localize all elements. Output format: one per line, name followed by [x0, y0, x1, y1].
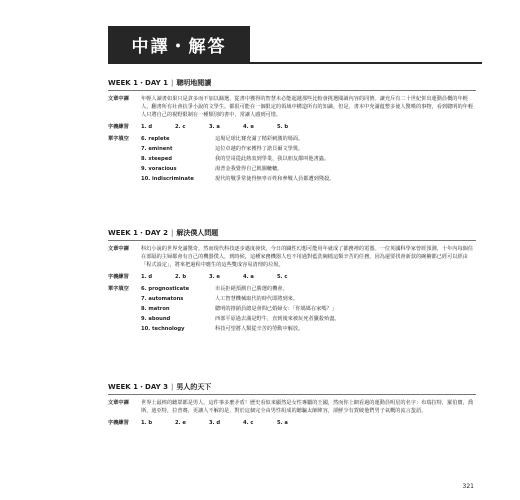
vocab-row [108, 164, 476, 174]
page-title: 中譯・解答 [108, 26, 250, 62]
section-heading [108, 228, 476, 241]
vocab-word: 7. eminent [141, 146, 173, 152]
section-title: 解決僕人問題 [176, 229, 219, 237]
translation-row [108, 95, 476, 119]
divider-bar: | [170, 229, 174, 237]
vocab-row [108, 294, 476, 304]
answers-label: 字義練習 [108, 124, 129, 130]
vocab-block [108, 134, 476, 184]
vocab-row [108, 304, 476, 314]
vocab-sentence: 聰明的推銷員總是會問已婚婦女：「你媽媽在家嗎？」 [215, 306, 337, 312]
answers-label: 字義練習 [108, 274, 129, 280]
section-title: 男人的天下 [176, 383, 212, 391]
vocab-row [108, 144, 476, 154]
translation-row [108, 399, 476, 415]
section-heading [108, 78, 476, 91]
section-title: 聰明地閱讀 [176, 79, 212, 87]
vocab-word: 8. matron [141, 306, 170, 312]
answer-item: 5. a [277, 420, 288, 426]
vocab-block [108, 284, 476, 334]
vocab-word: 6. replete [141, 136, 170, 142]
vocab-sentence: 湯普金我覺得自己飢腸轆轆。 [215, 166, 283, 172]
vocab-word: 9. voracious [141, 166, 177, 172]
week-day-label: WEEK 1・DAY 1 [108, 79, 168, 87]
answer-item: 3. e [209, 274, 220, 280]
answer-item: 4. a [243, 274, 254, 280]
week-day-label: WEEK 1・DAY 3 [108, 383, 168, 391]
translation-label: 文章中譯 [108, 246, 129, 252]
section-day-3 [108, 382, 476, 427]
answer-item: 1. d [141, 124, 153, 130]
vocab-word: 10. indiscriminate [141, 176, 194, 182]
answer-item: 1. b [141, 420, 153, 426]
answer-item: 3. d [209, 420, 221, 426]
answers-row [108, 123, 476, 131]
section-day-2 [108, 228, 476, 334]
divider-bar: | [170, 383, 174, 391]
answer-item: 4. c [243, 420, 254, 426]
translation-label: 文章中譯 [108, 400, 129, 406]
answer-item: 5. c [277, 274, 288, 280]
week-day-label: WEEK 1・DAY 2 [108, 229, 168, 237]
vocab-label: 單字填空 [108, 286, 129, 292]
translation-label: 文章中譯 [108, 96, 129, 102]
vocab-label: 單字填空 [108, 136, 129, 142]
vocab-row [108, 134, 476, 144]
vocab-sentence: 科技可望將人類從辛苦的勞動中解放。 [215, 326, 304, 332]
translation-text: 年輕人讀書如果只是貪多而不加以篩選，從書中獲得的智慧未必能超越那些比較會挑選閱讀內容的同儕。讓充斥有二十世紀併出運動員概的年輕人，翻書所有社會抗爭小說的文學生。都很可能在一個限定的領域中構造所有的知識，但是，書本中充滿蕴整多使人驚嘆的事物，看到聰明的年輕人只將自己的視野限制在一種類別的書中，常讓人感到可惜。 [141, 96, 474, 118]
vocab-row [108, 324, 476, 334]
answer-item: 2. e [175, 420, 186, 426]
vocab-sentence: 這位卓越的作家獲得了諾貝爾文學獎。 [215, 146, 304, 152]
vocab-word: 7. automatons [141, 296, 184, 302]
title-rule [108, 62, 482, 64]
page-number: 321 [462, 483, 474, 490]
vocab-row [108, 284, 476, 294]
translation-text: 世界上最棒的聽眾都是男人，這件事多麼矛盾！歷史看似來顯然是女性專屬的王國，然而你上網看過的運動員明星的名字：布瑞拉特，羅伯寶，喬斯，迪亞特，拉普賽，更讓人不解的是，對於這個完全由男性組成的聽騙太師陣容，卻鮮少有賀破他們男子氣概的流言蜚語。 [141, 400, 474, 414]
vocab-row [108, 174, 476, 184]
answer-item: 5. b [277, 124, 289, 130]
vocab-sentence: 這場足球比賽充滿了精彩刺激的場面。 [215, 136, 304, 142]
section-heading [108, 382, 476, 395]
answers-row [108, 419, 476, 427]
vocab-sentence: 市長拒絕預測自己勝選的機會。 [215, 286, 288, 292]
vocab-sentence: 人工智慧機械取代的時代即將到來。 [215, 296, 299, 302]
vocab-word: 10. technology [141, 326, 185, 332]
vocab-word: 9. abound [141, 316, 171, 322]
translation-text: 科幻小說的世界充滿驚奇，然而現代科技逐步邁度發快，今日的職性幻想可能用年就成了都務裡的電器。一位英國科學家曾經預測，十年內每個住在部隔的主婦都會有自己的機器僕人，到時候，這種家務機器人也不用過對藍洗碗檔這類辛苦的任務，因為還要找會新款的碗櫥都已經可以經由「程式設定」，將來把過程中應生的這些雙成容易清理的垃圾。 [141, 246, 474, 268]
vocab-row [108, 314, 476, 324]
vocab-sentence: 現代的戰爭常使得無辜百姓和參戰人員都遭到殘殺。 [215, 176, 335, 182]
answer-item: 2. c [175, 124, 186, 130]
section-day-1 [108, 78, 476, 184]
answers-row [108, 273, 476, 281]
vocab-sentence: 西部平原過去滿是野牛，直到後來被玩死者獵殺殆盡。 [215, 316, 340, 322]
translation-row [108, 245, 476, 269]
vocab-row [108, 154, 476, 164]
divider-bar: | [170, 79, 174, 87]
answers-label: 字義練習 [108, 420, 129, 426]
vocab-sentence: 我的堂哥從此熱衷到學業，我以朋友都叫他書蟲。 [215, 156, 330, 162]
vocab-word: 6. prognosticate [141, 286, 190, 292]
answer-item: 3. a [209, 124, 220, 130]
answer-item: 1. d [141, 274, 153, 280]
answer-item: 4. e [243, 124, 254, 130]
answer-item: 2. b [175, 274, 187, 280]
vocab-word: 8. steeped [141, 156, 172, 162]
